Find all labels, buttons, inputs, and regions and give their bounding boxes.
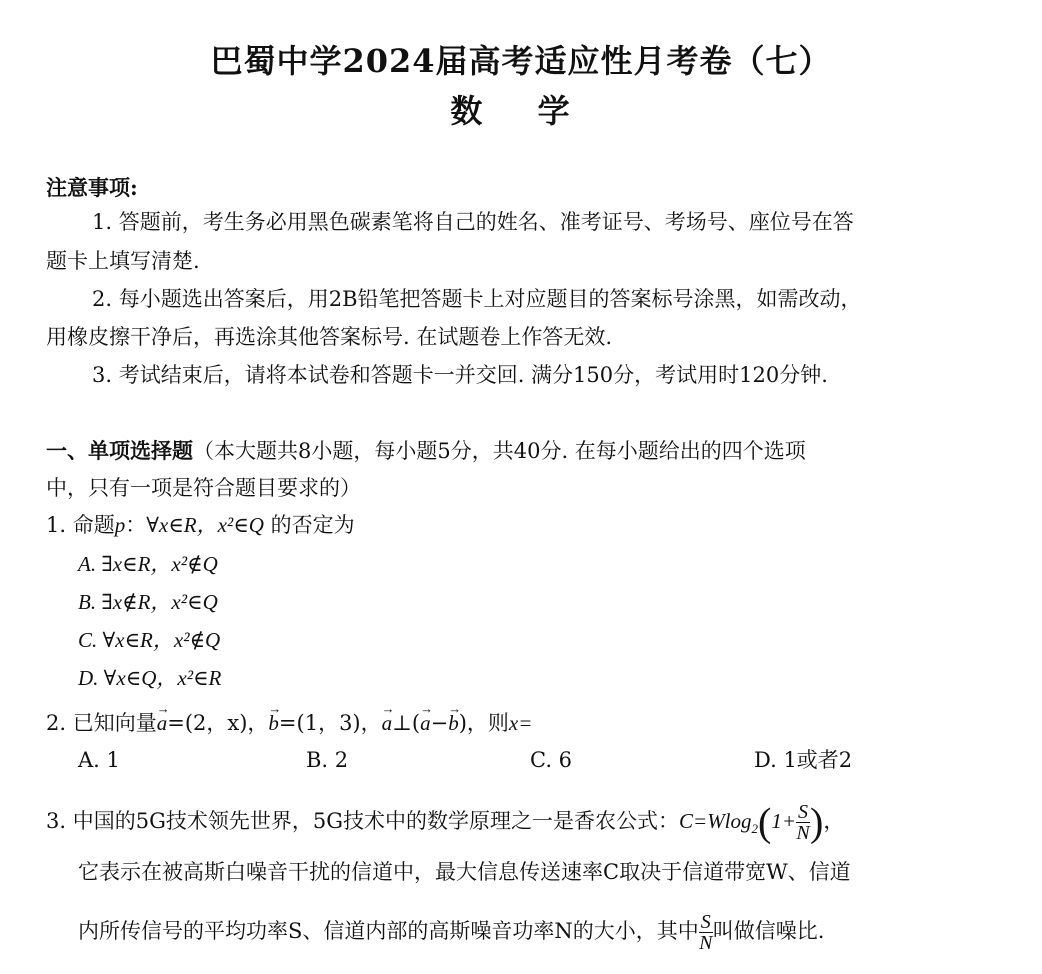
question-1-option-a: A. ∃x∈R，x²∉Q bbox=[78, 552, 218, 576]
question-2-eq-2: =(1，3)， bbox=[278, 711, 382, 735]
question-3-line-3-suffix: 叫做信噪比. bbox=[712, 919, 825, 943]
question-2-option-d: D. 1或者2 bbox=[754, 748, 853, 772]
question-1-stem-suffix: 的否定为 bbox=[270, 513, 355, 537]
question-1-colon: ： bbox=[125, 513, 147, 537]
question-2-option-a: A. 1 bbox=[78, 748, 120, 772]
page-title: 巴蜀中学2024届高考适应性月考卷（七） bbox=[210, 42, 832, 80]
question-2-option-c: C. 6 bbox=[530, 748, 573, 772]
formula-right-paren: ) bbox=[810, 799, 824, 845]
notice-item-2-line-2: 用橡皮擦干净后，再选涂其他答案标号. 在试题卷上作答无效. bbox=[46, 325, 613, 349]
notice-heading: 注意事项: bbox=[46, 175, 138, 200]
section-1-header bbox=[46, 437, 806, 465]
question-1-stem-math: ∀x∈R，x²∈Q bbox=[146, 513, 264, 537]
question-1-var-p: p bbox=[114, 513, 126, 537]
vector-b: → b bbox=[268, 709, 279, 737]
question-2-stem-prefix: 已知向量 bbox=[72, 711, 157, 735]
vector-a-2: → a bbox=[382, 709, 393, 737]
formula-left-paren: ( bbox=[758, 799, 772, 845]
section-1-desc-line-1: （本大题共8小题，每小题5分，共40分. 在每小题给出的四个选项 bbox=[193, 439, 806, 463]
question-2-perp: ⊥( bbox=[392, 711, 421, 735]
question-1-stem-prefix: 命题 bbox=[72, 513, 115, 537]
question-2-number: 2. bbox=[46, 711, 67, 735]
question-3-number: 3. bbox=[46, 809, 67, 833]
formula-comma: ， bbox=[823, 809, 845, 833]
question-2-minus: − bbox=[430, 711, 449, 735]
question-3-line-3-prefix: 内所传信号的平均功率S、信道内部的高斯噪音功率N的大小，其中 bbox=[78, 919, 699, 943]
formula-one-plus: 1+ bbox=[771, 809, 797, 833]
section-1-heading: 一、单项选择题 bbox=[46, 438, 193, 463]
fraction-s-over-n: $\frac{S}{N}$ bbox=[796, 801, 810, 844]
question-1-option-d: D. ∀x∈Q，x²∈R bbox=[78, 666, 222, 690]
shannon-formula: C=Wlog$_2$ bbox=[679, 809, 759, 837]
subject-title: 数 学 bbox=[450, 92, 592, 130]
notice-item-3: 3. 考试结束后，请将本试卷和答题卡一并交回. 满分150分，考试用时120分钟. bbox=[92, 363, 828, 387]
vector-b-2: → b bbox=[448, 709, 459, 737]
question-2-stem bbox=[46, 709, 532, 737]
question-1-option-b: B. ∃x∉R，x²∈Q bbox=[78, 590, 218, 614]
notice-item-1-line-1: 1. 答题前，考生务必用黑色碳素笔将自己的姓名、准考证号、考场号、座位号在答 bbox=[92, 210, 854, 234]
section-1-desc-line-2: 中，只有一项是符合题目要求的） bbox=[46, 476, 361, 500]
question-3-line-2: 它表示在被高斯白噪音干扰的信道中，最大信息传送速率C取决于信道带宽W、信道 bbox=[78, 860, 851, 884]
vector-a-3: → a bbox=[420, 709, 431, 737]
vector-a: → a bbox=[157, 709, 168, 737]
fraction-s-over-n-2: $\frac{S}{N}$ bbox=[699, 911, 713, 954]
question-2-x-eq: x= bbox=[508, 711, 533, 735]
question-2-option-b: B. 2 bbox=[306, 748, 349, 772]
question-1-stem bbox=[46, 511, 355, 539]
notice-item-2-line-1: 2. 每小题选出答案后，用2B铅笔把答题卡上对应题目的答案标号涂黑，如需改动， bbox=[92, 287, 862, 311]
question-1-option-c: C. ∀x∈R，x²∉Q bbox=[78, 628, 221, 652]
question-2-eq-1: =(2，x)， bbox=[167, 711, 269, 735]
question-3-line-1-text: 中国的5G技术领先世界，5G技术中的数学原理之一是香农公式： bbox=[72, 809, 680, 833]
question-3-line-3 bbox=[78, 906, 824, 956]
question-1-number: 1. bbox=[46, 513, 67, 537]
question-2-close: )，则 bbox=[458, 711, 509, 735]
question-3-line-1 bbox=[46, 796, 844, 854]
notice-item-1-line-2: 题卡上填写清楚. bbox=[46, 249, 200, 273]
